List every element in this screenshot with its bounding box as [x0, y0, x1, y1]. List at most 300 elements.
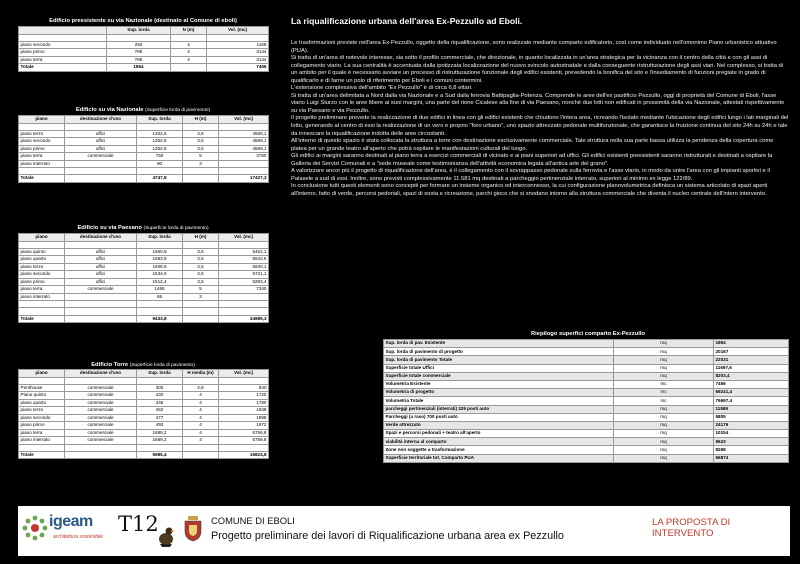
table-cell: 1512,4	[137, 278, 183, 286]
table-row	[384, 397, 789, 405]
table-cell: N (m)	[171, 27, 207, 35]
table-cell: 445	[137, 399, 183, 407]
table-cell	[183, 308, 219, 315]
table-cell	[65, 444, 137, 451]
table-cell: 786	[107, 49, 171, 57]
table-cell: Sup. lorda di pav. Esistente	[384, 340, 614, 348]
table-cell	[19, 444, 65, 451]
table-cell: 3,5	[183, 278, 219, 286]
table-cell: 477	[137, 414, 183, 422]
table-cell: piano quinto	[19, 248, 65, 256]
table-cell: 3	[183, 293, 219, 301]
summary-title: Riepilogo superfici comparto Ex-Pezzullo	[530, 331, 646, 337]
table-row	[19, 437, 269, 445]
table-cell: piano secondo	[19, 41, 107, 49]
existing-building-table	[18, 26, 269, 72]
article-paragraph: All'interno di questo spazio è stata collocata la struttura a torre con destinazione esclusivamente commerciale. Tale struttura nella sua parte bassa utilizza la pendenza della copertura come platea per un grande teatro all'aperto che potrà ospitare le manifestazioni culturali del luogo.	[291, 138, 774, 152]
table-cell: commerciale	[65, 437, 137, 445]
article-paragraph: Le trasformazioni previste nell'area Ex-Pezzullo, oggetto della riqualificazione, sono realizzate mediante comparto edificatorio, così come individuato nell'omonimo Piano urbanistico attuativo (PUA).	[291, 40, 777, 54]
table-cell: mq	[614, 413, 714, 421]
table-cell	[65, 293, 137, 301]
table-cell	[65, 315, 137, 323]
table-cell: 4	[171, 49, 207, 57]
bird-emblem-icon	[156, 524, 176, 548]
table-cell: piano primo	[19, 422, 65, 430]
article-title: La riqualificazione urbana dell'area Ex-Pezzullo ad Eboli.	[291, 16, 523, 26]
table-cell	[107, 34, 171, 41]
table-cell: 3	[183, 160, 219, 168]
table-cell: commerciale	[65, 414, 137, 422]
table-cell: mq	[614, 454, 714, 462]
table-row	[19, 278, 269, 286]
table-cell: Totale	[19, 315, 65, 323]
table-row	[384, 421, 789, 429]
table-row	[19, 414, 269, 422]
table-cell	[183, 301, 219, 308]
table-cell: 1689,2	[137, 429, 183, 437]
table-cell: uffici	[65, 248, 137, 256]
table-cell: 4747,8	[137, 175, 183, 183]
table-total-row	[19, 64, 269, 72]
table-cell: 1302,6	[137, 130, 183, 138]
table-cell: 17427,3	[219, 175, 269, 183]
table-cell: H (m)	[183, 116, 219, 124]
table-cell	[183, 123, 219, 130]
table-row	[19, 308, 269, 315]
table-cell: 5462,1	[219, 248, 269, 256]
table-cell: 4	[183, 399, 219, 407]
table-cell: destinazione d'uso	[65, 234, 137, 242]
table-cell: Spazi e percorsi pedonali + teatro all'aperto	[384, 430, 614, 438]
table-cell: uffici	[65, 138, 137, 146]
table-cell: 6756,8	[219, 429, 269, 437]
table-cell	[19, 308, 65, 315]
t3-title: Edificio su via Paesano (Superficie lorda di pavimento)	[77, 225, 209, 231]
t2-title: Edificio su via Nazionale (Superficie lorda di pavimento)	[75, 107, 211, 113]
table-cell	[65, 377, 137, 384]
table-cell: 786	[107, 56, 171, 64]
table-cell: 3,5	[183, 271, 219, 279]
table-row	[19, 407, 269, 415]
table-cell: 2,8	[183, 384, 219, 392]
table-cell: commerciale	[65, 286, 137, 294]
table-cell: commerciale	[65, 422, 137, 430]
table-cell: piano primo	[19, 49, 107, 57]
proposal-label: LA PROPOSTA DI INTERVENTO	[652, 517, 731, 539]
table-row	[19, 399, 269, 407]
table-cell	[19, 377, 65, 384]
table-cell: mq	[614, 405, 714, 413]
table-cell: piano interrato	[19, 437, 65, 445]
table-cell: 22031	[714, 356, 789, 364]
table-cell: mc	[614, 380, 714, 388]
table-cell: 7340	[219, 286, 269, 294]
table-cell: 11697,6	[714, 364, 789, 372]
table-cell: 1168	[207, 41, 269, 49]
table-row	[384, 413, 789, 421]
table-cell: 34989,3	[219, 315, 269, 323]
table-cell: piano	[19, 234, 65, 242]
table-cell: Sup. lorda	[137, 370, 183, 378]
table-row	[19, 138, 269, 146]
table-row	[19, 168, 269, 175]
table-cell: 462	[137, 407, 183, 415]
table-cell: H (m)	[183, 234, 219, 242]
table-cell: 4	[183, 429, 219, 437]
table-row	[384, 405, 789, 413]
table-cell: 3,5	[183, 138, 219, 146]
table-cell	[171, 34, 207, 41]
comune-di-eboli: COMUNE DI EBOLI	[211, 515, 295, 526]
project-title: Progetto preliminare dei lavori di Riqualificazione urbana area ex Pezzullo	[211, 530, 564, 542]
article-paragraph: A valorizzare ancor più il progetto di riqualificazione dell'area, è il collegamento con il sovrappasso pedonale sulla ferrovia e l'asse viario, in modo da unire l'area con gli impianti sportivi e il Palasele a sud di essi. Inoltre, sono previsti complessivamente 11.581 mq destinati a parcheggio pertinenziale interrato, superiori al minimo ex legge 122/89.	[291, 168, 770, 182]
table-cell: 1864	[107, 64, 171, 72]
table-cell	[65, 168, 137, 175]
table-cell	[183, 168, 219, 175]
table-cell: parcheggi pertinenziali (interrati) 329 posti auto	[384, 405, 614, 413]
table-cell: uffici	[65, 256, 137, 264]
table-cell: 76697,4	[714, 397, 789, 405]
table-cell: mq	[614, 438, 714, 446]
table-cell: Vol. (mc)	[219, 116, 269, 124]
table-cell: 3,5	[183, 248, 219, 256]
table-cell: mq	[614, 372, 714, 380]
table-row	[19, 377, 269, 384]
table-cell: 24176	[714, 421, 789, 429]
table-cell: Totale	[19, 451, 65, 459]
table-cell: 4	[183, 407, 219, 415]
table-cell: uffici	[65, 145, 137, 153]
table-cell: commerciale	[65, 407, 137, 415]
table-cell: piano secondo	[19, 414, 65, 422]
table-row	[19, 444, 269, 451]
table-cell: 8268	[714, 446, 789, 454]
table-cell	[183, 175, 219, 183]
table-cell: 300	[137, 384, 183, 392]
table-cell: piano interrato	[19, 293, 65, 301]
table-header-row	[19, 116, 269, 124]
table-cell: Sup. lorda	[137, 234, 183, 242]
table-cell: destinazione d'uso	[65, 116, 137, 124]
article-paragraph: Il progetto preliminare prevede la realizzazione di due edifici in linea con gli edifici esistenti che chiudono l'intera area, ricreando l'isolato mediante l'ubicazione degli edifici lungo i lati marginali del lotto, generando al centro di essi la realizzazione di un vero e proprio "foro urbano", uno spazio attrezzato pedonale multifunzionale, che garantisce la fruizione continua del sito 24h su 24h e tale da innescare la riqualificazione indotta delle aree circostanti.	[291, 115, 789, 137]
table-row	[19, 301, 269, 308]
table-cell	[219, 293, 269, 301]
table-cell: mc	[614, 389, 714, 397]
table-cell	[65, 451, 137, 459]
table-row	[19, 160, 269, 168]
table-cell: 1720	[219, 392, 269, 400]
table-row	[384, 340, 789, 348]
table-cell: 4559,1	[219, 145, 269, 153]
table-cell	[137, 168, 183, 175]
footer-banner	[18, 506, 790, 556]
table-cell: mq	[614, 340, 714, 348]
table-cell	[219, 444, 269, 451]
table-cell: piano terzo	[19, 407, 65, 415]
table-cell: 5293,4	[219, 278, 269, 286]
table-cell: 1780	[219, 399, 269, 407]
table-cell: mq	[614, 364, 714, 372]
eboli-coat-of-arms-icon	[184, 516, 202, 542]
table-cell: 9433,8	[137, 315, 183, 323]
table-cell	[19, 241, 65, 248]
table-cell: Superficie totale commerciale	[384, 372, 614, 380]
table-cell: piano primo	[19, 145, 65, 153]
table-row	[19, 34, 269, 41]
table-row	[19, 293, 269, 301]
table-cell: mc	[614, 397, 714, 405]
table-cell: 4	[183, 437, 219, 445]
table-cell: commerciale	[65, 399, 137, 407]
table-cell	[219, 241, 269, 248]
table-cell: Sup. lorda	[137, 116, 183, 124]
table-cell: piano quarto	[19, 256, 65, 264]
table-cell: 90	[137, 160, 183, 168]
table-cell: Volumetria di progetto	[384, 389, 614, 397]
table-total-row	[19, 315, 269, 323]
table-cell: piano interrato	[19, 160, 65, 168]
table-cell: 3,5	[183, 145, 219, 153]
table-row	[19, 422, 269, 430]
table-cell: 69241,4	[714, 389, 789, 397]
table-row	[19, 56, 269, 64]
table-cell: commerciale	[65, 384, 137, 392]
table-cell: 1608,6	[137, 263, 183, 271]
table-cell: mq	[614, 421, 714, 429]
table-cell: Parcheggi (a raso) 700 posti auto	[384, 413, 614, 421]
table-cell: 1689,2	[137, 437, 183, 445]
table-cell: 1848	[219, 407, 269, 415]
table-cell: Vol. (mc)	[219, 370, 269, 378]
table-cell: 5805	[714, 413, 789, 421]
table-cell: 66874	[714, 454, 789, 462]
table-cell: commerciale	[65, 153, 137, 161]
table-cell: 750	[137, 153, 183, 161]
via-paesano-table	[18, 233, 269, 323]
table-row	[384, 380, 789, 388]
table-cell: 3144	[207, 56, 269, 64]
table-cell: Vol. (mc)	[219, 234, 269, 242]
table-cell: Superficie totale Uffici	[384, 364, 614, 372]
article-paragraph: Si tratta di un'area di notevole interesse, sia sotto il profilo commerciale, che direzionale, in quanto localizzata in un'area strategica per la vicinanza con il centro della città e con gli assi di collegamento viario. La sua centralità è accentuata dalla ipotizzata localizzazione del nuovo svincolo autostradale e dalla conseguente ristrutturazione degli assi viari. Nel complesso, si tratta di un ambito per il quale è necessario avviare un processo di ristrutturazione funzionale degli edifici esistenti, prevedendo la bonifica del sito e l'insediamento di funzioni pregiate in grado di qualificarlo e di farne un polo di riferimento per Eboli e i comuni contermini.	[291, 55, 784, 84]
table-cell: mq	[614, 430, 714, 438]
table-cell	[219, 160, 269, 168]
table-cell: 1302,6	[137, 138, 183, 146]
table-cell: 4	[183, 422, 219, 430]
table-cell: 4559,1	[219, 138, 269, 146]
table-row	[384, 454, 789, 462]
table-cell: 4	[171, 56, 207, 64]
table-row	[19, 263, 269, 271]
igeam-logo-text: igeam	[49, 513, 93, 530]
table-cell: uffici	[65, 271, 137, 279]
table-cell: 3,5	[183, 263, 219, 271]
table-cell: 430	[137, 392, 183, 400]
table-cell: Vol. (mc)	[207, 27, 269, 35]
table-cell	[171, 64, 207, 72]
table-cell: 1583,9	[137, 256, 183, 264]
table-cell: 5721,1	[219, 271, 269, 279]
table-row	[19, 153, 269, 161]
table-cell: 4	[171, 41, 207, 49]
table-cell: Zone non soggette a trasformazione	[384, 446, 614, 454]
table-row	[384, 430, 789, 438]
table-cell	[219, 308, 269, 315]
table-cell: 3750	[219, 153, 269, 161]
table-cell: Volumetria Esistente	[384, 380, 614, 388]
table-cell: 1468	[137, 286, 183, 294]
table-cell: piano secondo	[19, 271, 65, 279]
table-cell	[137, 241, 183, 248]
table-cell: Penthouse	[19, 384, 65, 392]
table-cell: 5985,4	[137, 451, 183, 459]
article-paragraph: Si tratta di un'area delimitata a Nord dalla via Nazionale e a Sud dalla ferrovia Battipaglia-Potenza. Comprende le aree dell'ex pastificio Pezzullo, oggi di proprietà del Comune di Eboli, l'asse viario Luigi Sturzo con le aree libere ai suoi margini, una parte del rione Cicalese alla fine di via Paesano, nonché due lotti non edificati in prossimità della via Nazionale, attestati rispettivamente su via Paesano e via Pezzullo.	[291, 92, 785, 114]
table-cell: mq	[614, 446, 714, 454]
table-cell: uffici	[65, 263, 137, 271]
table-cell: 3,5	[183, 256, 219, 264]
table-cell: 292	[107, 41, 171, 49]
table-cell	[183, 315, 219, 323]
table-row	[384, 372, 789, 380]
table-header-row	[19, 27, 269, 35]
table-cell: piano	[19, 116, 65, 124]
table-row	[19, 49, 269, 57]
table-cell	[219, 301, 269, 308]
table-cell: 8203,4	[714, 372, 789, 380]
table-cell: 5542,6	[219, 256, 269, 264]
table-row	[19, 271, 269, 279]
table-row	[19, 130, 269, 138]
table-cell	[65, 241, 137, 248]
edificio-torre-table	[18, 369, 269, 459]
article-paragraph: L'estensione complessiva dell'ambito "Ex Pezzullo" è di circa 6,8 ettari.	[291, 85, 473, 92]
table-row	[19, 392, 269, 400]
table-cell: Sup. lorda di pavimento Totale	[384, 356, 614, 364]
table-cell: piano	[19, 370, 65, 378]
table-cell: uffici	[65, 130, 137, 138]
table-row	[384, 348, 789, 356]
table-cell	[65, 160, 137, 168]
table-cell: Sup. lorda	[107, 27, 171, 35]
table-row	[19, 241, 269, 248]
table-cell: commerciale	[65, 392, 137, 400]
table-cell: 20167	[714, 348, 789, 356]
table-row	[19, 123, 269, 130]
table-row	[19, 41, 269, 49]
table-cell	[137, 308, 183, 315]
table-cell: Volumetria Totale	[384, 397, 614, 405]
table-cell: 6756,8	[219, 437, 269, 445]
table-cell: piano terra	[19, 429, 65, 437]
table-cell	[137, 123, 183, 130]
table-row	[19, 384, 269, 392]
table-cell: piano quarto	[19, 399, 65, 407]
table-total-row	[19, 451, 269, 459]
table-cell: 1560,9	[137, 248, 183, 256]
table-cell	[19, 301, 65, 308]
table-cell: viabilità interna al comparto	[384, 438, 614, 446]
table-row	[19, 145, 269, 153]
table-cell: 840	[219, 384, 269, 392]
table-cell	[19, 123, 65, 130]
table-cell: 5630,1	[219, 263, 269, 271]
summary-table	[383, 339, 789, 463]
table-cell	[137, 444, 183, 451]
article-body	[291, 40, 789, 198]
table-cell: Piano quinto	[19, 392, 65, 400]
table-cell: 3,5	[183, 130, 219, 138]
table-cell: H media (m)	[183, 370, 219, 378]
table-cell: 4	[183, 414, 219, 422]
table-cell: Verde attrezzato	[384, 421, 614, 429]
table-cell: mq	[614, 348, 714, 356]
table-cell	[219, 123, 269, 130]
table-row	[384, 389, 789, 397]
igeam-logo-icon	[22, 515, 48, 541]
table-cell: 11589	[714, 405, 789, 413]
table-cell: 1634,6	[137, 271, 183, 279]
table-cell: piano terzo	[19, 130, 65, 138]
table-header-row	[19, 370, 269, 378]
table-cell	[65, 175, 137, 183]
table-cell	[65, 301, 137, 308]
table-cell: Totale	[19, 64, 107, 72]
table-cell: 16824,8	[219, 451, 269, 459]
table-cell: 7456	[714, 380, 789, 388]
table-cell	[65, 123, 137, 130]
table-row	[19, 429, 269, 437]
table-cell	[19, 168, 65, 175]
table-cell: 3144	[207, 49, 269, 57]
table-cell: piano terra	[19, 56, 107, 64]
table-cell: Totale	[19, 175, 65, 183]
table-cell: 1864	[714, 340, 789, 348]
table-cell	[183, 451, 219, 459]
table-cell: destinazione d'uso	[65, 370, 137, 378]
table-row	[384, 446, 789, 454]
table-cell: piano terzo	[19, 263, 65, 271]
table-cell	[137, 377, 183, 384]
table-cell: 1988	[219, 414, 269, 422]
via-nazionale-table	[18, 115, 269, 183]
table-row	[384, 356, 789, 364]
t12-logo: T12	[118, 512, 159, 536]
table-cell: 5	[183, 286, 219, 294]
table-cell	[219, 168, 269, 175]
table-cell: piano terra	[19, 153, 65, 161]
t1-title: Edificio preesistente su via Nazionale (destinato al Comune di eboli)	[49, 18, 237, 24]
table-cell: 9623	[714, 438, 789, 446]
table-cell: piano terra	[19, 286, 65, 294]
table-cell: Superficie territoriale tot. Comparto PUA	[384, 454, 614, 462]
table-row	[384, 438, 789, 446]
table-cell: 65	[137, 293, 183, 301]
table-cell: piano primo	[19, 278, 65, 286]
table-row	[19, 248, 269, 256]
table-cell	[19, 34, 107, 41]
table-cell	[65, 308, 137, 315]
table-cell: mq	[614, 356, 714, 364]
table-cell: 1972	[219, 422, 269, 430]
table-cell	[19, 27, 107, 35]
t4-title: Edificio Torre (Superficie lorda di pavimento)	[91, 362, 195, 368]
table-cell: 5	[183, 153, 219, 161]
table-cell: Sup. lorda di pavimento di progetto	[384, 348, 614, 356]
table-cell	[137, 301, 183, 308]
table-cell	[183, 377, 219, 384]
table-header-row	[19, 234, 269, 242]
article-paragraph: Gli edifici ai margini saranno destinati al piano terra a esercizi commerciali di vicinato e ai piani superiori ad uffici. Gli edifici esistenti preesistenti saranno ristrutturati e destinati a ospitare la Galleria dei Servizi Comunali e a "sede museale come testimonianza dell'attività economica legata all'antica arte del grano".	[291, 153, 773, 167]
